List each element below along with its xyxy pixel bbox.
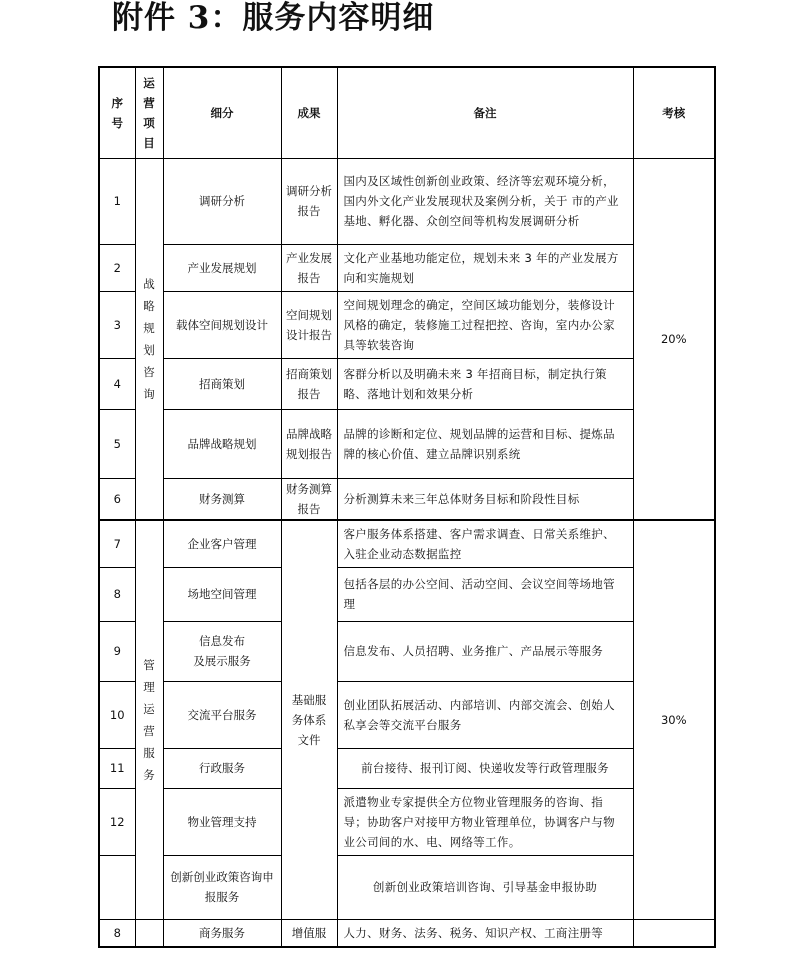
- row-result: 招商策划报告: [281, 358, 337, 409]
- row-no: 7: [99, 520, 135, 567]
- row-note: 派遣物业专家提供全方位物业管理服务的咨询、指导；协助客户对接甲方物业管理单位，协调客户与物业公司间的水、电、网络等工作。: [337, 788, 633, 855]
- table-row: [99, 855, 715, 919]
- row-item: 财务测算: [163, 478, 281, 520]
- row-item: 信息发布 及展示服务: [163, 621, 281, 681]
- row-item: 物业管理支持: [163, 788, 281, 855]
- row-note: 信息发布、人员招聘、业务推广、产品展示等服务: [337, 621, 633, 681]
- row-note: 客群分析以及明确未来 3 年招商目标，制定执行策略、落地计划和效果分析: [337, 358, 633, 409]
- row-note: 品牌的诊断和定位、规划品牌的运营和目标、提炼品牌的核心价值、建立品牌识别系统: [337, 409, 633, 478]
- header-item: 细分: [163, 67, 281, 158]
- row-item: 行政服务: [163, 748, 281, 788]
- row-no: 11: [99, 748, 135, 788]
- row-no: 6: [99, 478, 135, 520]
- row-result: 空间规划设计报告: [281, 291, 337, 358]
- header-result: 成果: [281, 67, 337, 158]
- row-no: 4: [99, 358, 135, 409]
- row-item: 调研分析: [163, 158, 281, 244]
- row-item: 企业客户管理: [163, 520, 281, 567]
- header-note: 备注: [337, 67, 633, 158]
- section-name-strategy: 战 略 规 划 咨 询: [135, 158, 163, 520]
- row-result: 财务测算报告: [281, 478, 337, 520]
- table-row: [99, 291, 715, 358]
- table-row: [99, 567, 715, 621]
- row-assess-empty: [633, 919, 715, 947]
- row-item: 商务服务: [163, 919, 281, 947]
- row-item: 创新创业政策咨询申报服务: [163, 855, 281, 919]
- header-assess: 考核: [633, 67, 715, 158]
- row-note: 国内及区域性创新创业政策、经济等宏观环境分析，国内外文化产业发展现状及案例分析，关于 市的产业基地、孵化器、众创空间等机构发展调研分析: [337, 158, 633, 244]
- section-assess-management: 30%: [633, 520, 715, 919]
- row-result: 增值服: [281, 919, 337, 947]
- table-row: [99, 358, 715, 409]
- service-detail-table: [98, 66, 716, 948]
- row-no: 12: [99, 788, 135, 855]
- table-row: [99, 788, 715, 855]
- table-row: [99, 919, 715, 947]
- section-name-management: 管 理 运 营 服 务: [135, 520, 163, 919]
- table-row: [99, 748, 715, 788]
- section-assess-strategy: 20%: [633, 158, 715, 520]
- row-note: 创新创业政策培训咨询、引导基金申报协助: [337, 855, 633, 919]
- table-row: [99, 409, 715, 478]
- row-item: 场地空间管理: [163, 567, 281, 621]
- row-no: 2: [99, 244, 135, 291]
- row-note: 人力、财务、法务、税务、知识产权、工商注册等: [337, 919, 633, 947]
- row-item: 品牌战略规划: [163, 409, 281, 478]
- table-row: [99, 158, 715, 244]
- row-note: 包括各层的办公空间、活动空间、会议空间等场地管理: [337, 567, 633, 621]
- row-no: 10: [99, 681, 135, 748]
- row-result: 产业发展报告: [281, 244, 337, 291]
- table-row: [99, 520, 715, 567]
- row-note: 创业团队拓展活动、内部培训、内部交流会、创始人私享会等交流平台服务: [337, 681, 633, 748]
- row-result: 调研分析报告: [281, 158, 337, 244]
- header-project: 运 营 项 目: [135, 67, 163, 158]
- row-note: 前台接待、报刊订阅、快递收发等行政管理服务: [337, 748, 633, 788]
- row-no: [99, 855, 135, 919]
- table-row: [99, 681, 715, 748]
- row-item: 交流平台服务: [163, 681, 281, 748]
- row-no: 8: [99, 567, 135, 621]
- row-item: 产业发展规划: [163, 244, 281, 291]
- header-no: 序 号: [99, 67, 135, 158]
- row-no: 1: [99, 158, 135, 244]
- row-no: 8: [99, 919, 135, 947]
- header-row: [99, 67, 715, 158]
- table-row: [99, 244, 715, 291]
- row-item: 招商策划: [163, 358, 281, 409]
- row-item: 载体空间规划设计: [163, 291, 281, 358]
- section-result-management: 基础服 务体系 文件: [281, 520, 337, 919]
- page-title: 附件 3：服务内容明细: [112, 0, 435, 36]
- table-row: [99, 621, 715, 681]
- table-row: [99, 478, 715, 520]
- row-note: 文化产业基地功能定位，规划未来 3 年的产业发展方向和实施规划: [337, 244, 633, 291]
- row-project-empty: [135, 919, 163, 947]
- row-no: 9: [99, 621, 135, 681]
- row-no: 3: [99, 291, 135, 358]
- row-no: 5: [99, 409, 135, 478]
- row-note: 客户服务体系搭建、客户需求调查、日常关系维护、入驻企业动态数据监控: [337, 520, 633, 567]
- row-note: 空间规划理念的确定，空间区域功能划分，装修设计风格的确定，装修施工过程把控、咨询，室内办公家具等软装咨询: [337, 291, 633, 358]
- row-note: 分析测算未来三年总体财务目标和阶段性目标: [337, 478, 633, 520]
- row-result: 品牌战略规划报告: [281, 409, 337, 478]
